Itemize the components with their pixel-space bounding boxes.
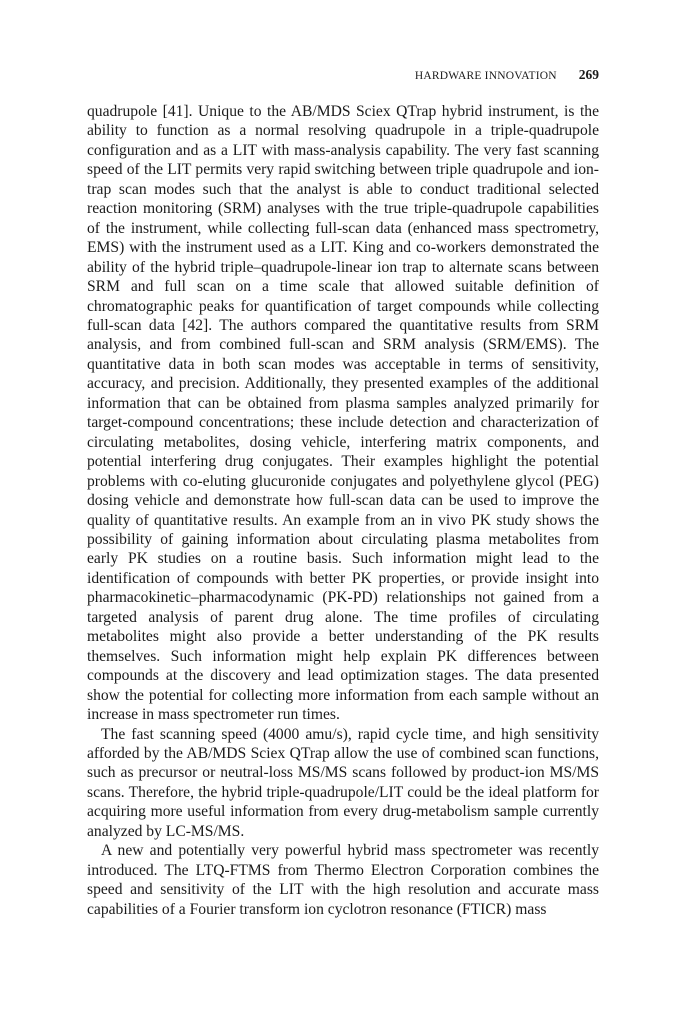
body-text: [87, 102, 599, 919]
running-head: [87, 66, 599, 84]
paragraph: The fast scanning speed (4000 amu/s), rapid cycle time, and high sensitivity afforded by the AB/MDS Sciex QTrap allow the use of combined scan functions, such as precursor or neutral-loss MS/MS scans followed by product-ion MS/MS scans. Therefore, the hybrid triple-quadrupole/LIT could be the ideal platform for acquiring more useful information from every drug-metabolism sample currently analyzed by LC-MS/MS.: [87, 725, 599, 840]
page-number: 269: [578, 67, 599, 82]
paragraph: quadrupole [41]. Unique to the AB/MDS Sciex QTrap hybrid instrument, is the ability to function as a normal resolving quadrupole in a triple-quadrupole configuration and as a LIT with mass-analysis capability. The very fast scanning speed of the LIT permits very rapid switching between triple quadrupole and ion-trap scan modes such that the analyst is able to conduct traditional selected reaction monitoring (SRM) analyses with the true triple-quadrupole capabilities of the instrument, while collecting full-scan data (enhanced mass spectrometry, EMS) with the instrument used as a LIT. King and co-workers demonstrated the ability of the hybrid triple–quadrupole-linear ion trap to alternate scans between SRM and full scan on a time scale that allowed suitable definition of chromatographic peaks for quantification of target compounds while collecting full-scan data [42]. The authors compared the quantitative results from SRM analysis, and from combined full-scan and SRM analysis (SRM/EMS). The quantitative data in both scan modes was acceptable in terms of sensitivity, accuracy, and precision. Additionally, they presented examples of the additional information that can be obtained from plasma samples analyzed primarily for target-compound concentrations; these include detection and characterization of circulating metabolites, dosing vehicle, interfering matrix components, and potential interfering drug conjugates. Their examples highlight the potential problems with co-eluting glucuronide conjugates and polyethylene glycol (PEG) dosing vehicle and demonstrate how full-scan data can be used to improve the quality of quantitative results. An example from an in vivo PK study shows the possibility of gaining information about circulating plasma metabolites from early PK studies on a routine basis. Such information might lead to the identification of compounds with better PK properties, or provide insight into pharmacokinetic–pharmacodynamic (PK-PD) relationships not gained from a targeted analysis of parent drug alone. The time profiles of circulating metabolites might also provide a better understanding of the PK results themselves. Such information might help explain PK differences between compounds at the discovery and lead optimization stages. The data presented show the potential for collecting more information from each sample without an increase in mass spectrometer run times.: [87, 103, 599, 724]
paragraph: A new and potentially very powerful hybrid mass spectrometer was recently introduced. The LTQ-FTMS from Thermo Electron Corporation combines the speed and sensitivity of the LIT with the high resolution and accurate mass capabilities of a Fourier transform ion cyclotron resonance (FTICR) mass: [87, 842, 599, 918]
running-head-title: HARDWARE INNOVATION: [414, 70, 557, 82]
